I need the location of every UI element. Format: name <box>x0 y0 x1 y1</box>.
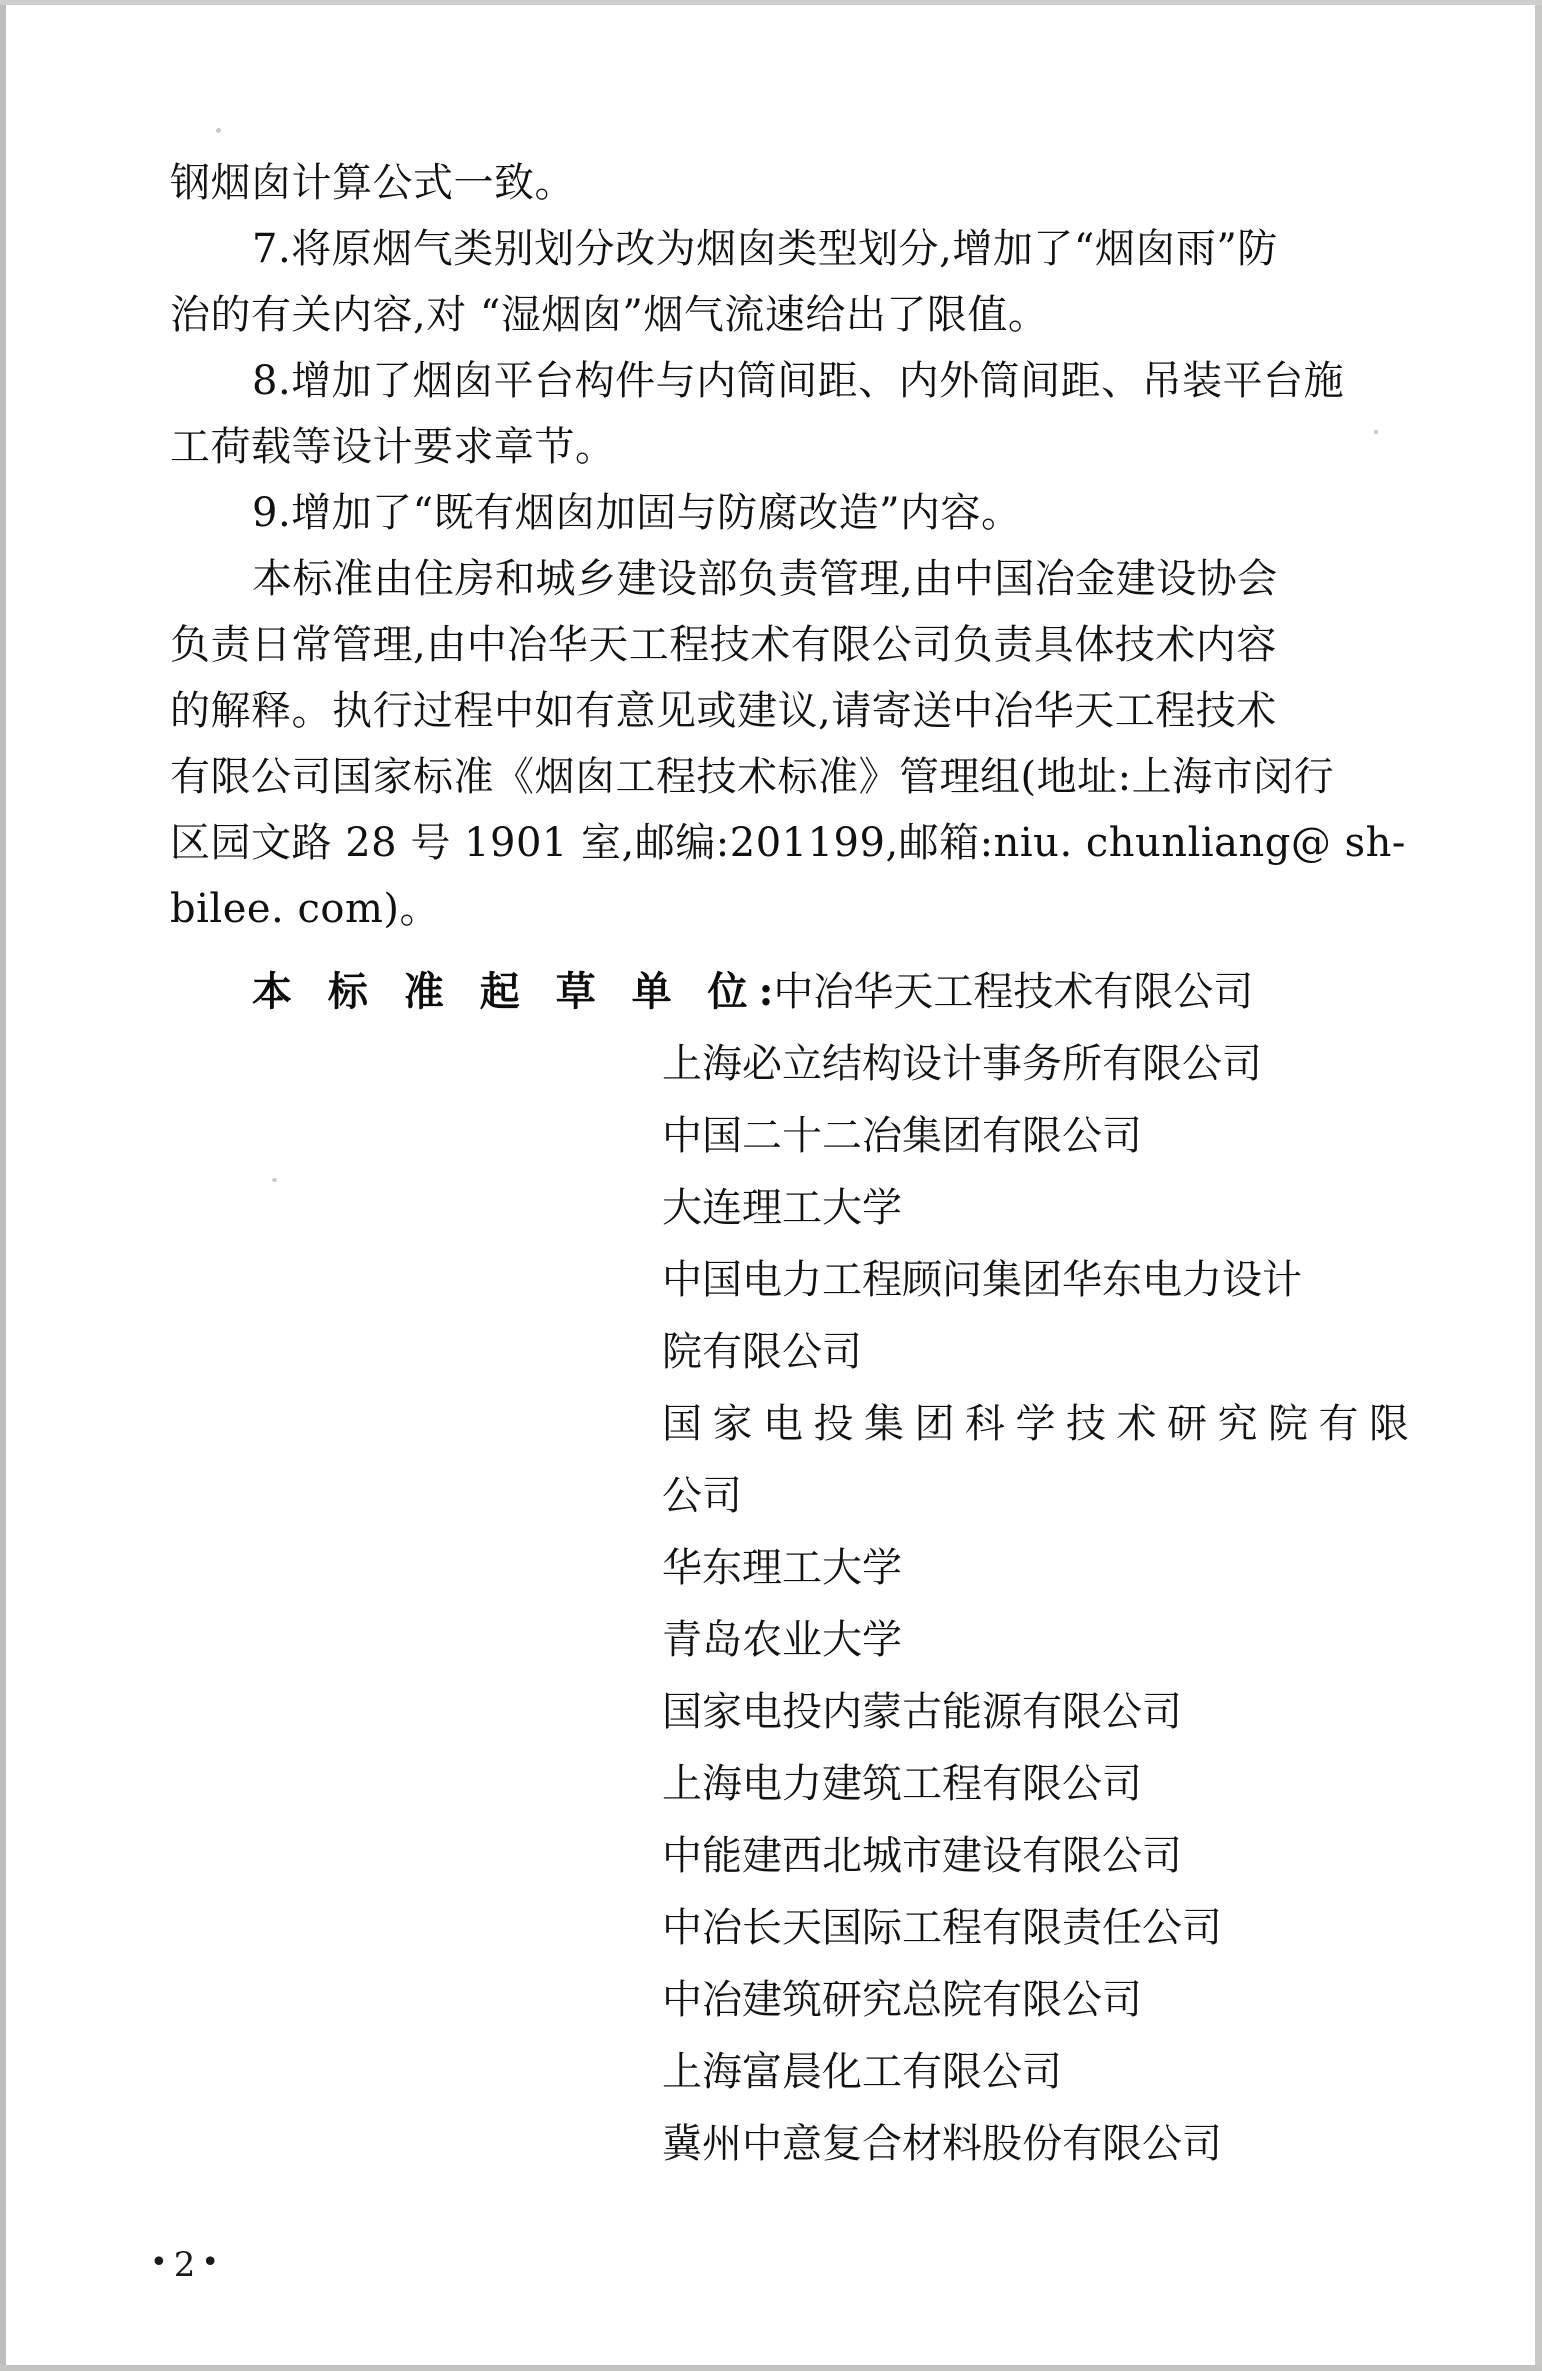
drafting-units-block <box>170 956 1420 2180</box>
body-line: 工荷载等设计要求章节。 <box>170 424 616 470</box>
drafting-units-label: 本 标 准 起 草 单 位 <box>252 968 759 1015</box>
drafting-unit-item: 国家电投内蒙古能源有限公司 <box>662 1689 1182 1735</box>
drafting-unit-item: 上海必立结构设计事务所有限公司 <box>662 1041 1262 1087</box>
drafting-unit-item: 公司 <box>662 1473 742 1519</box>
scan-edge-top <box>0 0 1542 5</box>
scan-edge-bottom <box>0 2365 1542 2371</box>
body-line: 7.将原烟气类别划分改为烟囱类型划分,增加了“烟囱雨”防 <box>252 226 1278 272</box>
body-line: 有限公司国家标准《烟囱工程技术标准》管理组(地址:上海市闵行 <box>170 754 1335 800</box>
drafting-unit-item: 中能建西北城市建设有限公司 <box>662 1833 1182 1879</box>
drafting-unit-item: 上海富晨化工有限公司 <box>662 2049 1062 2095</box>
drafting-unit-item: 中冶长天国际工程有限责任公司 <box>662 1905 1222 1951</box>
scan-edge-right <box>1535 0 1542 2371</box>
drafting-unit-item: 国家电投集团科学技术研究院有限 <box>662 1401 1420 1447</box>
drafting-unit-item: 青岛农业大学 <box>662 1617 902 1663</box>
scan-speck <box>216 128 221 133</box>
body-line: bilee. com)。 <box>170 886 440 932</box>
drafting-units-colon: : <box>758 968 774 1015</box>
body-line: 钢烟囱计算公式一致。 <box>170 160 575 206</box>
drafting-unit-item: 中冶华天工程技术有限公司 <box>773 969 1254 1015</box>
page-body <box>170 150 1420 2180</box>
page-number: 2 <box>173 2245 202 2285</box>
drafting-unit-item: 大连理工大学 <box>662 1185 902 1231</box>
body-line: 区园文路 28 号 1901 室,邮编:201199,邮箱:niu. chunliang@ sh- <box>170 820 1406 866</box>
footer-dot-right: • <box>201 2245 226 2280</box>
drafting-unit-item: 中国二十二冶集团有限公司 <box>662 1113 1142 1159</box>
drafting-units-list <box>170 1028 1420 2180</box>
drafting-unit-item: 冀州中意复合材料股份有限公司 <box>662 2121 1222 2167</box>
drafting-unit-item: 中国电力工程顾问集团华东电力设计 <box>662 1257 1302 1303</box>
drafting-unit-item: 院有限公司 <box>662 1329 862 1375</box>
body-line: 本标准由住房和城乡建设部负责管理,由中国冶金建设协会 <box>252 556 1278 602</box>
body-line: 8.增加了烟囱平台构件与内筒间距、内外筒间距、吊装平台施 <box>252 358 1345 404</box>
drafting-unit-item: 华东理工大学 <box>662 1545 902 1591</box>
body-line: 的解释。执行过程中如有意见或建议,请寄送中冶华天工程技术 <box>170 688 1277 734</box>
body-line: 9.增加了“既有烟囱加固与防腐改造”内容。 <box>252 490 1022 536</box>
page-footer <box>150 2245 225 2285</box>
drafting-units-first-row <box>170 956 1390 1028</box>
scan-edge-left <box>0 0 6 2371</box>
drafting-unit-item: 上海电力建筑工程有限公司 <box>662 1761 1142 1807</box>
footer-dot-left: • <box>150 2245 174 2280</box>
drafting-unit-item: 中冶建筑研究总院有限公司 <box>662 1977 1142 2023</box>
body-line: 治的有关内容,对 “湿烟囱”烟气流速给出了限值。 <box>170 292 1049 338</box>
body-line: 负责日常管理,由中冶华天工程技术有限公司负责具体技术内容 <box>170 622 1277 668</box>
